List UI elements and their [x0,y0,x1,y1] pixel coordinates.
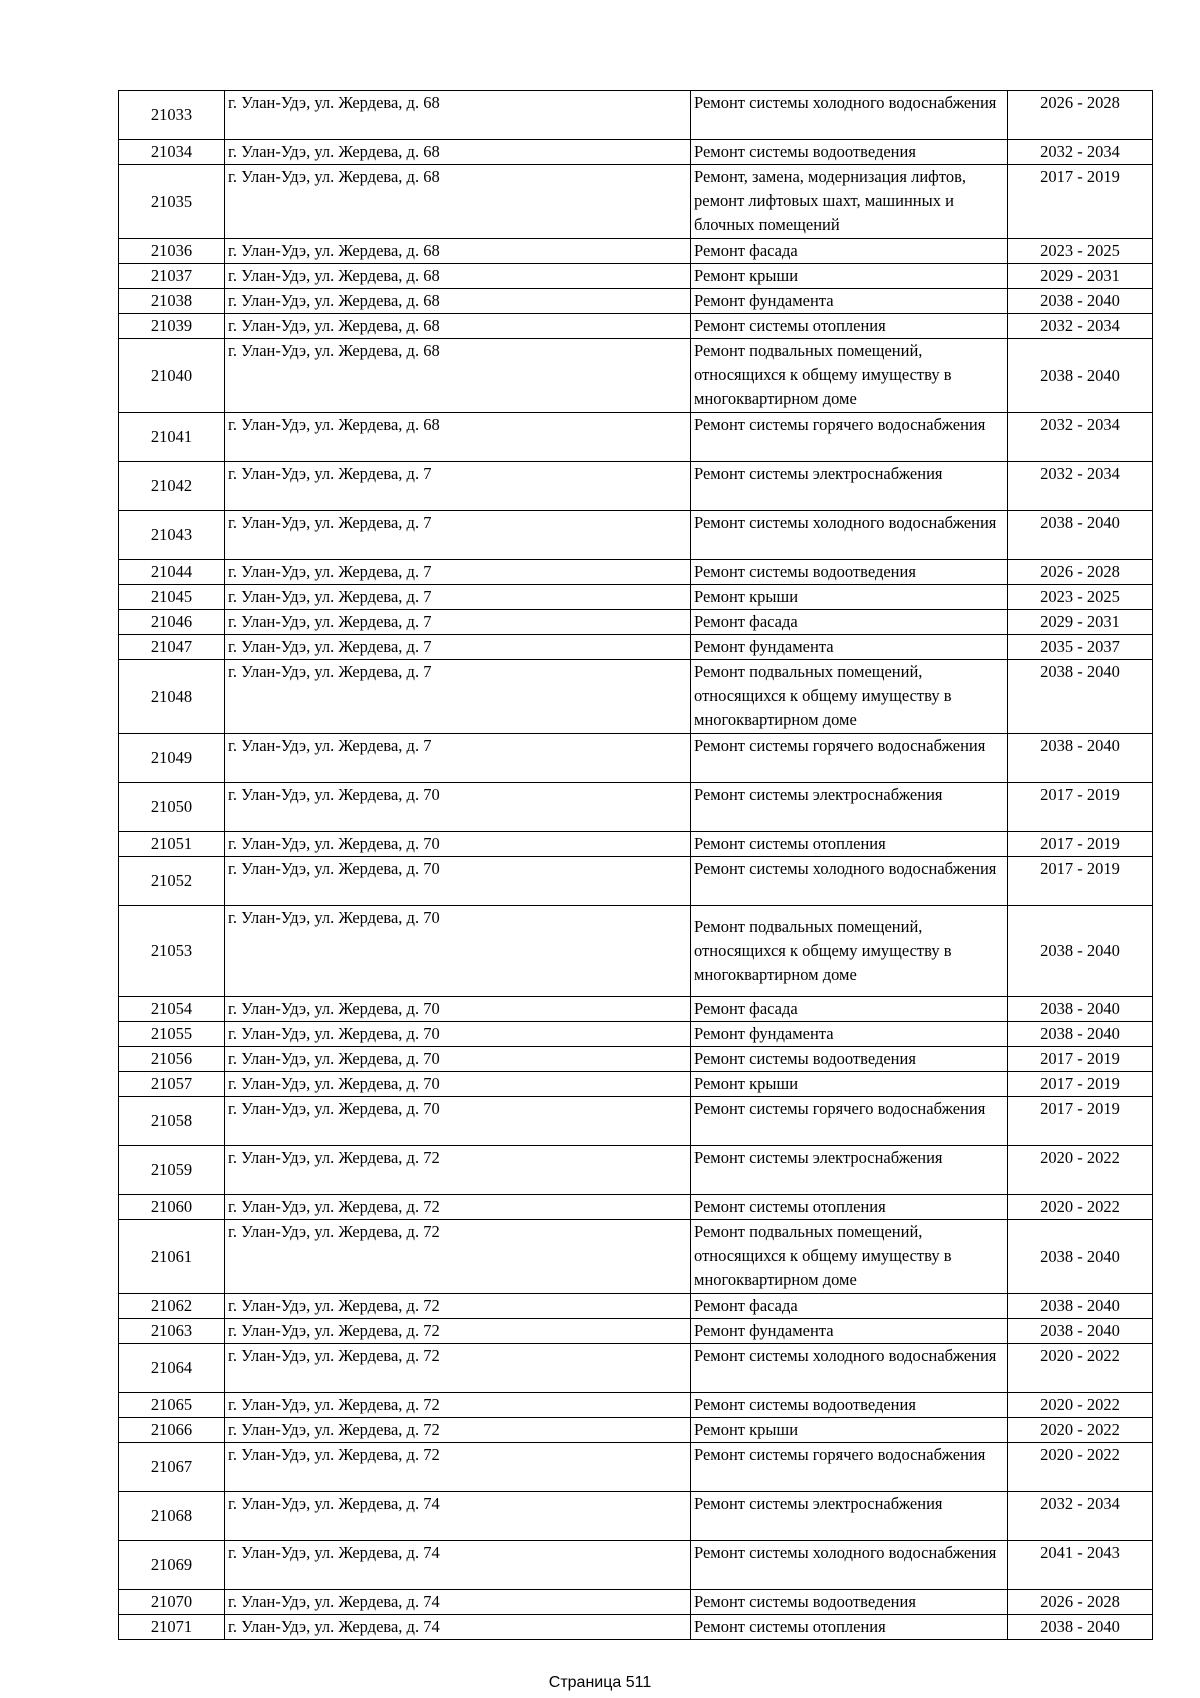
period-cell: 2041 - 2043 [1008,1541,1153,1590]
work-type-cell: Ремонт фундамента [691,289,1008,314]
address-cell: г. Улан-Удэ, ул. Жердева, д. 74 [225,1615,691,1640]
table-row [119,1294,1153,1319]
row-number: 21066 [119,1418,225,1443]
address-cell: г. Улан-Удэ, ул. Жердева, д. 70 [225,997,691,1022]
row-number: 21041 [119,413,225,462]
row-number: 21035 [119,165,225,239]
address-cell: г. Улан-Удэ, ул. Жердева, д. 68 [225,413,691,462]
period-cell: 2032 - 2034 [1008,413,1153,462]
table-row [119,832,1153,857]
work-type-cell: Ремонт фасада [691,997,1008,1022]
address-cell: г. Улан-Удэ, ул. Жердева, д. 74 [225,1492,691,1541]
period-cell: 2038 - 2040 [1008,289,1153,314]
address-cell: г. Улан-Удэ, ул. Жердева, д. 68 [225,165,691,239]
table-row [119,997,1153,1022]
work-type-cell: Ремонт системы водоотведения [691,1047,1008,1072]
work-type-cell: Ремонт системы горячего водоснабжения [691,413,1008,462]
work-type-cell: Ремонт системы холодного водоснабжения [691,1344,1008,1393]
table-row [119,1097,1153,1146]
row-number: 21043 [119,511,225,560]
address-cell: г. Улан-Удэ, ул. Жердева, д. 72 [225,1319,691,1344]
row-number: 21033 [119,91,225,140]
table-row [119,1492,1153,1541]
address-cell: г. Улан-Удэ, ул. Жердева, д. 7 [225,585,691,610]
work-type-cell: Ремонт системы отопления [691,1195,1008,1220]
period-cell: 2038 - 2040 [1008,339,1153,413]
work-type-cell: Ремонт системы электроснабжения [691,462,1008,511]
row-number: 21049 [119,734,225,783]
table-row [119,339,1153,413]
work-type-cell: Ремонт подвальных помещений, относящихся к общему имуществу в многоквартирном доме [691,1220,1008,1294]
table-row [119,1022,1153,1047]
table-row [119,511,1153,560]
period-cell: 2038 - 2040 [1008,997,1153,1022]
period-cell: 2032 - 2034 [1008,314,1153,339]
work-type-cell: Ремонт, замена, модернизация лифтов, ремонт лифтовых шахт, машинных и блочных помещений [691,165,1008,239]
row-number: 21039 [119,314,225,339]
work-type-cell: Ремонт крыши [691,585,1008,610]
work-type-cell: Ремонт системы холодного водоснабжения [691,857,1008,906]
work-type-cell: Ремонт системы водоотведения [691,560,1008,585]
period-cell: 2017 - 2019 [1008,1047,1153,1072]
table-row [119,1418,1153,1443]
period-cell: 2038 - 2040 [1008,511,1153,560]
period-cell: 2038 - 2040 [1008,660,1153,734]
address-cell: г. Улан-Удэ, ул. Жердева, д. 7 [225,660,691,734]
period-cell: 2038 - 2040 [1008,906,1153,997]
period-cell: 2017 - 2019 [1008,165,1153,239]
period-cell: 2038 - 2040 [1008,1615,1153,1640]
period-cell: 2029 - 2031 [1008,610,1153,635]
table-row [119,91,1153,140]
row-number: 21067 [119,1443,225,1492]
period-cell: 2023 - 2025 [1008,585,1153,610]
address-cell: г. Улан-Удэ, ул. Жердева, д. 68 [225,314,691,339]
work-type-cell: Ремонт крыши [691,1072,1008,1097]
row-number: 21056 [119,1047,225,1072]
address-cell: г. Улан-Удэ, ул. Жердева, д. 7 [225,560,691,585]
work-type-cell: Ремонт системы холодного водоснабжения [691,511,1008,560]
row-number: 21057 [119,1072,225,1097]
address-cell: г. Улан-Удэ, ул. Жердева, д. 70 [225,1047,691,1072]
works-table-body [119,91,1153,1640]
address-cell: г. Улан-Удэ, ул. Жердева, д. 68 [225,140,691,165]
table-row [119,264,1153,289]
work-type-cell: Ремонт фундамента [691,1319,1008,1344]
table-row [119,610,1153,635]
row-number: 21047 [119,635,225,660]
work-type-cell: Ремонт подвальных помещений, относящихся к общему имуществу в многоквартирном доме [691,660,1008,734]
work-type-cell: Ремонт системы отопления [691,314,1008,339]
row-number: 21053 [119,906,225,997]
period-cell: 2032 - 2034 [1008,140,1153,165]
period-cell: 2017 - 2019 [1008,1072,1153,1097]
work-type-cell: Ремонт фасада [691,1294,1008,1319]
table-row [119,1047,1153,1072]
row-number: 21037 [119,264,225,289]
address-cell: г. Улан-Удэ, ул. Жердева, д. 72 [225,1146,691,1195]
period-cell: 2020 - 2022 [1008,1344,1153,1393]
table-row [119,783,1153,832]
work-type-cell: Ремонт системы водоотведения [691,140,1008,165]
period-cell: 2017 - 2019 [1008,1097,1153,1146]
period-cell: 2026 - 2028 [1008,560,1153,585]
row-number: 21061 [119,1220,225,1294]
table-row [119,857,1153,906]
table-row [119,165,1153,239]
address-cell: г. Улан-Удэ, ул. Жердева, д. 72 [225,1220,691,1294]
table-row [119,1344,1153,1393]
row-number: 21055 [119,1022,225,1047]
work-type-cell: Ремонт системы горячего водоснабжения [691,1097,1008,1146]
table-row [119,1072,1153,1097]
table-row [119,1541,1153,1590]
address-cell: г. Улан-Удэ, ул. Жердева, д. 72 [225,1418,691,1443]
row-number: 21038 [119,289,225,314]
row-number: 21034 [119,140,225,165]
row-number: 21042 [119,462,225,511]
row-number: 21059 [119,1146,225,1195]
row-number: 21060 [119,1195,225,1220]
period-cell: 2038 - 2040 [1008,1220,1153,1294]
address-cell: г. Улан-Удэ, ул. Жердева, д. 68 [225,239,691,264]
period-cell: 2017 - 2019 [1008,832,1153,857]
table-row [119,1590,1153,1615]
work-type-cell: Ремонт системы водоотведения [691,1393,1008,1418]
table-row [119,1443,1153,1492]
period-cell: 2035 - 2037 [1008,635,1153,660]
address-cell: г. Улан-Удэ, ул. Жердева, д. 70 [225,832,691,857]
table-row [119,1146,1153,1195]
period-cell: 2032 - 2034 [1008,1492,1153,1541]
period-cell: 2038 - 2040 [1008,1319,1153,1344]
address-cell: г. Улан-Удэ, ул. Жердева, д. 70 [225,783,691,832]
table-row [119,140,1153,165]
work-type-cell: Ремонт системы горячего водоснабжения [691,1443,1008,1492]
address-cell: г. Улан-Удэ, ул. Жердева, д. 70 [225,1022,691,1047]
work-type-cell: Ремонт подвальных помещений, относящихся к общему имуществу в многоквартирном доме [691,339,1008,413]
table-row [119,462,1153,511]
period-cell: 2020 - 2022 [1008,1195,1153,1220]
table-row [119,1393,1153,1418]
address-cell: г. Улан-Удэ, ул. Жердева, д. 70 [225,1097,691,1146]
table-row [119,585,1153,610]
address-cell: г. Улан-Удэ, ул. Жердева, д. 72 [225,1443,691,1492]
works-table [118,90,1153,1640]
address-cell: г. Улан-Удэ, ул. Жердева, д. 68 [225,339,691,413]
period-cell: 2038 - 2040 [1008,1022,1153,1047]
row-number: 21071 [119,1615,225,1640]
row-number: 21064 [119,1344,225,1393]
work-type-cell: Ремонт системы электроснабжения [691,1146,1008,1195]
address-cell: г. Улан-Удэ, ул. Жердева, д. 70 [225,1072,691,1097]
work-type-cell: Ремонт фундамента [691,635,1008,660]
address-cell: г. Улан-Удэ, ул. Жердева, д. 72 [225,1344,691,1393]
row-number: 21062 [119,1294,225,1319]
row-number: 21058 [119,1097,225,1146]
work-type-cell: Ремонт системы электроснабжения [691,1492,1008,1541]
row-number: 21036 [119,239,225,264]
work-type-cell: Ремонт системы отопления [691,1615,1008,1640]
table-row [119,314,1153,339]
table-row [119,1195,1153,1220]
period-cell: 2026 - 2028 [1008,1590,1153,1615]
row-number: 21045 [119,585,225,610]
address-cell: г. Улан-Удэ, ул. Жердева, д. 68 [225,289,691,314]
row-number: 21070 [119,1590,225,1615]
period-cell: 2032 - 2034 [1008,462,1153,511]
period-cell: 2020 - 2022 [1008,1393,1153,1418]
work-type-cell: Ремонт подвальных помещений, относящихся к общему имуществу в многоквартирном доме [691,906,1008,997]
row-number: 21048 [119,660,225,734]
period-cell: 2017 - 2019 [1008,857,1153,906]
table-row [119,1615,1153,1640]
address-cell: г. Улан-Удэ, ул. Жердева, д. 72 [225,1393,691,1418]
period-cell: 2020 - 2022 [1008,1418,1153,1443]
work-type-cell: Ремонт фасада [691,239,1008,264]
address-cell: г. Улан-Удэ, ул. Жердева, д. 72 [225,1294,691,1319]
address-cell: г. Улан-Удэ, ул. Жердева, д. 68 [225,264,691,289]
address-cell: г. Улан-Удэ, ул. Жердева, д. 7 [225,734,691,783]
address-cell: г. Улан-Удэ, ул. Жердева, д. 7 [225,610,691,635]
row-number: 21040 [119,339,225,413]
period-cell: 2017 - 2019 [1008,783,1153,832]
work-type-cell: Ремонт системы отопления [691,832,1008,857]
period-cell: 2029 - 2031 [1008,264,1153,289]
address-cell: г. Улан-Удэ, ул. Жердева, д. 70 [225,906,691,997]
table-row [119,413,1153,462]
work-type-cell: Ремонт фасада [691,610,1008,635]
table-row [119,906,1153,997]
address-cell: г. Улан-Удэ, ул. Жердева, д. 74 [225,1541,691,1590]
work-type-cell: Ремонт крыши [691,1418,1008,1443]
table-row [119,660,1153,734]
row-number: 21063 [119,1319,225,1344]
page-number: Страница 511 [548,1674,652,1691]
period-cell: 2020 - 2022 [1008,1146,1153,1195]
period-cell: 2038 - 2040 [1008,1294,1153,1319]
row-number: 21052 [119,857,225,906]
address-cell: г. Улан-Удэ, ул. Жердева, д. 74 [225,1590,691,1615]
period-cell: 2020 - 2022 [1008,1443,1153,1492]
row-number: 21065 [119,1393,225,1418]
table-row [119,1319,1153,1344]
period-cell: 2026 - 2028 [1008,91,1153,140]
address-cell: г. Улан-Удэ, ул. Жердева, д. 7 [225,462,691,511]
table-row [119,635,1153,660]
work-type-cell: Ремонт системы электроснабжения [691,783,1008,832]
work-type-cell: Ремонт фундамента [691,1022,1008,1047]
period-cell: 2038 - 2040 [1008,734,1153,783]
address-cell: г. Улан-Удэ, ул. Жердева, д. 72 [225,1195,691,1220]
row-number: 21044 [119,560,225,585]
table-row [119,734,1153,783]
table-row [119,289,1153,314]
address-cell: г. Улан-Удэ, ул. Жердева, д. 7 [225,511,691,560]
table-row [119,560,1153,585]
row-number: 21068 [119,1492,225,1541]
row-number: 21046 [119,610,225,635]
address-cell: г. Улан-Удэ, ул. Жердева, д. 7 [225,635,691,660]
period-cell: 2023 - 2025 [1008,239,1153,264]
row-number: 21050 [119,783,225,832]
table-row [119,239,1153,264]
table-row [119,1220,1153,1294]
row-number: 21051 [119,832,225,857]
work-type-cell: Ремонт системы холодного водоснабжения [691,1541,1008,1590]
work-type-cell: Ремонт системы водоотведения [691,1590,1008,1615]
work-type-cell: Ремонт системы холодного водоснабжения [691,91,1008,140]
row-number: 21054 [119,997,225,1022]
work-type-cell: Ремонт крыши [691,264,1008,289]
address-cell: г. Улан-Удэ, ул. Жердева, д. 70 [225,857,691,906]
address-cell: г. Улан-Удэ, ул. Жердева, д. 68 [225,91,691,140]
work-type-cell: Ремонт системы горячего водоснабжения [691,734,1008,783]
row-number: 21069 [119,1541,225,1590]
